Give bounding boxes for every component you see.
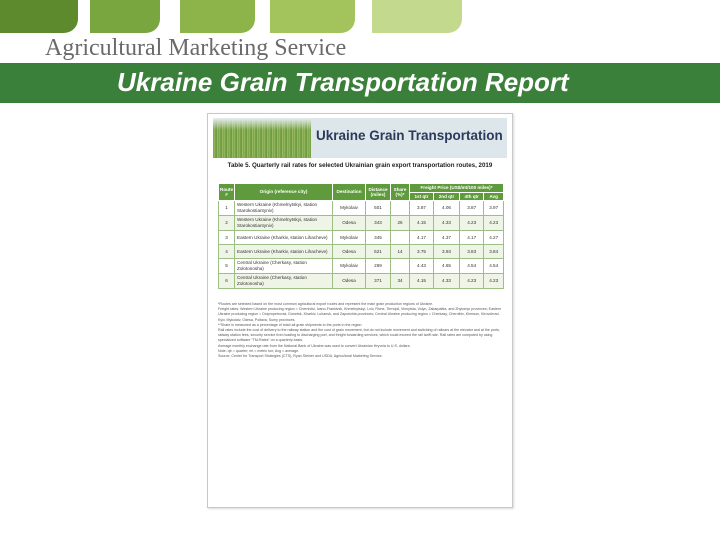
cell-q2: 3.93 <box>433 245 459 259</box>
table-row <box>219 259 504 274</box>
cell-distance: 521 <box>366 245 391 259</box>
cell-distance: 345 <box>366 231 391 245</box>
cell-destination: Mykolaiv <box>333 259 366 274</box>
cell-share <box>391 259 410 274</box>
cell-origin: Western Ukraine (Khmelnytskyi, station Starokostiantyniv) <box>235 201 333 216</box>
cell-q4: 3.87 <box>460 201 484 216</box>
cell-avg: 4.27 <box>484 231 504 245</box>
cell-distance: 501 <box>366 201 391 216</box>
header-tab-decoration <box>90 0 160 33</box>
cell-q2: 4.33 <box>433 216 459 231</box>
cell-avg: 3.97 <box>484 201 504 216</box>
col-header-q2: 2nd qtr <box>433 192 459 201</box>
cell-share <box>391 231 410 245</box>
table-row <box>219 216 504 231</box>
note-line: Source: Center for Transport Strategies (CTS), Ryan Steiner and USDA, Agricultural Marketing Service. <box>218 354 383 359</box>
header-tab-decoration <box>180 0 255 33</box>
cell-q4: 4.23 <box>460 216 484 231</box>
note-line: Average monthly exchange rate from the National Bank of Ukraine was used to convert Ukrainian Hryvnia to U.S. dollars. <box>218 343 411 348</box>
cell-avg: 4.23 <box>484 274 504 289</box>
cell-distance: 269 <box>366 259 391 274</box>
cell-destination: Odesa <box>333 245 366 259</box>
cell-q4: 4.54 <box>460 259 484 274</box>
report-banner <box>213 118 507 158</box>
cell-origin: Central Ukraine (Cherkasy, station Zolotonosha) <box>235 274 333 289</box>
col-header-q4: 4th qtr <box>460 192 484 201</box>
table-row <box>219 231 504 245</box>
cell-destination: Mykolaiv <box>333 201 366 216</box>
cell-origin: Western Ukraine (Khmelnytskyi, station Starokostiantyniv) <box>235 216 333 231</box>
cell-q4: 4.17 <box>460 231 484 245</box>
cell-avg: 4.54 <box>484 259 504 274</box>
cell-destination: Odesa <box>333 274 366 289</box>
cell-route: 4 <box>219 245 235 259</box>
cell-q1: 4.15 <box>410 274 434 289</box>
cell-q1: 4.43 <box>410 259 434 274</box>
slide-title: Ukraine Grain Transportation Report <box>117 67 569 97</box>
banner-title: Ukraine Grain Transportation <box>316 128 503 143</box>
cell-q4: 4.23 <box>460 274 484 289</box>
header-tab-decoration <box>270 0 355 33</box>
cell-share <box>391 201 410 216</box>
rail-rates-table <box>218 183 504 289</box>
cell-origin: Central Ukraine (Cherkasy, station Zolotonosha) <box>235 259 333 274</box>
note-line: *Routes are selected based on the most common agricultural export routes and represent the main grain production regions of Ukraine. <box>218 302 434 306</box>
col-header-origin: Origin (reference city) <box>235 184 333 201</box>
col-header-avg: Avg <box>484 192 504 201</box>
col-header-distance: Distance (miles) <box>366 184 391 201</box>
cell-q2: 4.65 <box>433 259 459 274</box>
cell-q1: 4.15 <box>410 216 434 231</box>
note-line: Note: qtr = quarter; mt = metric ton; Avg = average. <box>218 348 300 353</box>
col-header-route: Route # <box>219 184 235 201</box>
note-line: **Share is measured as a percentage of total rail grain shipments to the ports in the region. <box>218 322 363 327</box>
cell-share: 34 <box>391 274 410 289</box>
table-notes <box>218 302 504 359</box>
cell-origin: Eastern Ukraine (Kharkiv, station Lihacheve) <box>235 245 333 259</box>
note-line: Freight rates: Western Ukraine producing region = Chernivtsi, Ivano-Frankivsk, Khmelnytskyi, Lviv, Rivne, Ternopil, Vinnytsia, Volyn, Zakarpattia, and Zhytomyr provinces; Eastern Ukraine producing region = Dnipropetrovsk, Donetsk, Kharkiv, Luhansk, and Zaporizhia provinces; Central Ukraine producing region = Cherkasy, Chernihiv, Kherson, Kirovohrad, Kyiv, Mykolaiv, Odesa, Poltava, Sumy provinces. <box>218 307 502 322</box>
cell-distance: 343 <box>366 216 391 231</box>
cell-q1: 3.87 <box>410 201 434 216</box>
crop-field-image <box>213 118 311 158</box>
cell-avg: 4.23 <box>484 216 504 231</box>
title-band <box>0 63 720 103</box>
cell-route: 2 <box>219 216 235 231</box>
cell-q1: 4.17 <box>410 231 434 245</box>
cell-avg: 3.84 <box>484 245 504 259</box>
agency-bar <box>0 33 720 63</box>
table-title: Table 5. Quarterly rail rates for selected Ukrainian grain export transportation routes, 2019 <box>227 162 493 169</box>
table-row <box>219 201 504 216</box>
cell-q2: 4.33 <box>433 274 459 289</box>
report-page <box>207 113 513 508</box>
cell-share: 26 <box>391 216 410 231</box>
cell-destination: Odesa <box>333 216 366 231</box>
table-row <box>219 274 504 289</box>
cell-q1: 3.75 <box>410 245 434 259</box>
cell-q2: 4.37 <box>433 231 459 245</box>
col-header-destination: Destination <box>333 184 366 201</box>
cell-origin: Eastern Ukraine (Kharkiv, station Lihacheve) <box>235 231 333 245</box>
cell-route: 1 <box>219 201 235 216</box>
cell-q2: 4.06 <box>433 201 459 216</box>
col-header-q1: 1st qtr <box>410 192 434 201</box>
col-header-freight-group: Freight Price (US$/mt/100 miles)* <box>410 184 504 193</box>
cell-destination: Mykolaiv <box>333 231 366 245</box>
header-tab-decoration <box>372 0 462 33</box>
cell-route: 5 <box>219 259 235 274</box>
table-row <box>219 245 504 259</box>
agency-name: Agricultural Marketing Service <box>45 35 347 61</box>
cell-q4: 3.83 <box>460 245 484 259</box>
col-header-share: Share (%)* <box>391 184 410 201</box>
cell-route: 3 <box>219 231 235 245</box>
cell-share: 14 <box>391 245 410 259</box>
cell-distance: 371 <box>366 274 391 289</box>
cell-route: 6 <box>219 274 235 289</box>
note-line: Rail rates include the cost of delivery to the railway station and the cost of grain movement, but do not include movement and switching of railcars at the elevator and at the ports, railway station fees, security service from loading to discharging port, and freight forwarding services, which could exceed the rail tariff rate. Rail rates are computed by using specialized software "TM-Rates" on a quarterly basis. <box>218 328 500 343</box>
header-tab-decoration <box>0 0 78 33</box>
